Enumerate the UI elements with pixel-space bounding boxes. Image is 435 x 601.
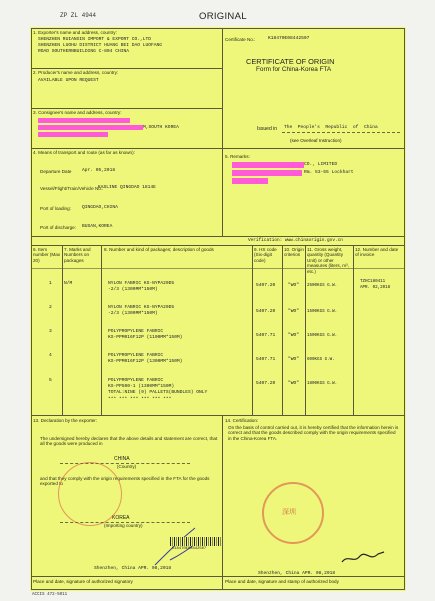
departure-date-label: Departure Date (40, 169, 72, 174)
bottom-code: ACCIS 472-5011 (32, 593, 68, 597)
declaration-text-2: and that they comply with the origin requirements specified in the FTA for the goods exported to (40, 476, 210, 487)
certificate-subtitle: Form for China-Korea FTA (256, 66, 332, 73)
redaction-remarks-3 (232, 178, 268, 184)
port-discharge-value: BUSAN,KOREA (82, 224, 113, 229)
certification-signature-caption: Place and date, signature and stamp of authorized body (225, 579, 339, 584)
row-4-item: 4 (49, 353, 52, 358)
certificate-no-value: K18470E08442507 (268, 36, 310, 41)
row-2-hs-code: 5407.20 (256, 309, 276, 314)
declaration-country: CHINA (114, 456, 130, 462)
serial-number: ZP ZL 4944 (60, 12, 97, 19)
certificate-title: CERTIFICATE OF ORIGIN (246, 57, 335, 66)
row-1-item: 1 (49, 281, 52, 286)
row-3-description: POLYPROPYLENE FABRIC KS-PPM016F12P (1100MM*150M) (108, 329, 183, 341)
row-3-origin: "WO" (288, 333, 300, 338)
exporter-line-1: SHENZHEN RUIANXIN IMPORT & EXPORT CO.,LTD (38, 37, 152, 42)
header-description: 8. Number and kind of packages; description of goods (104, 247, 214, 252)
issued-in-value: The People's Republic of China (284, 125, 378, 130)
row-1-hs-code: 5407.20 (256, 283, 276, 288)
row-2-quantity: 1500KGS G.W. (307, 310, 338, 314)
redaction-remarks-1 (232, 162, 304, 168)
certification-label: 14. Certification: (225, 418, 259, 423)
row-1-quantity: 2500KGS G.W. (307, 284, 338, 288)
row-1-origin: "WO" (288, 283, 300, 288)
producer-label: 2. Producer's name and address, country: (33, 70, 119, 75)
certification-stamp-text: 深圳 (282, 508, 296, 516)
header-hs-code: 9. HS code (Six-digit code) (254, 247, 277, 263)
verification-url: Verification: www.chinaorigin.gov.cn (248, 238, 343, 243)
exporter-place-date: Shenzhen, China APR. 08,2018 (94, 566, 172, 571)
importing-country-caption: (Importing country) (104, 523, 143, 528)
row-4-origin: "WO" (288, 357, 300, 362)
country-caption: (Country) (117, 464, 137, 469)
row-1-invoice: TZHC180411 APR. 02,2018 (360, 280, 391, 291)
exporter-signature-caption: Place and date, signature of authorized signatory (33, 579, 133, 584)
departure-date-value: Apr. 05,2018 (82, 168, 116, 173)
remarks-line-2: Rm. 53-55 Lockhart (304, 170, 354, 175)
port-discharge-label: Port of discharge: (40, 225, 77, 230)
exporter-line-2: SHENZHEN LUOHU DISTRICT HUANG BEI DAO LUOFANG (38, 43, 163, 48)
row-5-origin: "WO" (288, 381, 300, 386)
header-marks: 7. Marks and Numbers on packages (64, 247, 91, 263)
redaction-consignee-3 (38, 132, 108, 137)
redaction-consignee-2 (38, 125, 143, 130)
row-2-origin: "WO" (288, 309, 300, 314)
producer-value: AVAILABLE UPON REQUEST (38, 78, 99, 83)
transport-label: 4. Means of transport and route (as far as known): (33, 150, 135, 155)
remarks-label: 5. Remarks: (225, 154, 250, 159)
original-label: ORIGINAL (199, 11, 247, 22)
port-loading-value: QINGDAO,CHINA (82, 205, 118, 210)
row-5-description: POLYPROPYLENE FABRIC KS-PP500-1 (1300MM*150M) TOTAL:NINE (9) PALLETS(BUNDLES) ONLY *** *** *** *** *** *** (108, 378, 208, 402)
row-3-hs-code: 5407.71 (256, 333, 276, 338)
row-4-description: POLYPROPYLENE FABRIC KS-PPM016F12P (1300MM*150M) (108, 353, 183, 365)
row-3-item: 3 (49, 329, 52, 334)
declaration-label: 13. Declaration by the exporter: (33, 418, 98, 423)
row-4-quantity: 600KGS G.W. (307, 358, 335, 362)
consignee-label: 3. Consignee's name and address, country: (33, 110, 122, 115)
row-2-description: NYLON FABRIC KS-NYPA20D5 -2/3 (1300MM*150M) (108, 305, 175, 317)
certification-signature (338, 548, 388, 568)
row-5-item: 5 (49, 378, 52, 383)
port-loading-label: Port of loading: (40, 206, 71, 211)
row-1-description: NYLON FABRIC KS-NYPA20D5 -2/3 (1300MM*150M) (108, 281, 175, 293)
vessel-label: Vessel/Flight/Train/Vehicle No.: (40, 186, 104, 191)
exporter-label: 1. Exporter's name and address, country: (33, 30, 117, 35)
vessel-value: KASLINE QINGDAO 1814E (98, 185, 156, 190)
row-3-quantity: 1500KGS G.W. (307, 334, 338, 338)
row-2-item: 2 (49, 305, 52, 310)
certificate-no-label: Certificate No.: (225, 37, 256, 42)
redaction-remarks-2 (232, 170, 302, 176)
issued-in-label: Issued in (257, 126, 278, 132)
row-4-hs-code: 5407.71 (256, 357, 276, 362)
header-gross-weight: 11. Gross weight, quantity (Quantity Unit) or other measures (liters, m³, etc.) (307, 247, 349, 274)
header-origin-criterion: 10. Origin criterion (284, 247, 304, 258)
header-item-number: 6. Item number (Max 20) (33, 247, 61, 263)
certification-place-date: Shenzhen, China APR. 08,2018 (258, 571, 336, 576)
row-5-quantity: 1800KGS G.W. (307, 382, 338, 386)
redaction-consignee-1 (38, 118, 130, 123)
exporter-stamp (58, 462, 122, 526)
declaration-text: The undersigned hereby declares that the above details and statement are correct, that all the goods were produced in (40, 436, 218, 447)
certification-text: On the basis of control carried out, it is hereby certified that the information herein is correct and that the goods described comply with the origin requirements specified in the China-Korea FTA. (228, 425, 399, 441)
barcode-number: K18470E08442507 (172, 547, 207, 551)
remarks-line-1: CO., LIMITED (304, 162, 338, 167)
row-1-marks: N/M (64, 281, 73, 286)
consignee-value: M,SOUTH KOREA (143, 125, 179, 130)
importing-country: KOREA (112, 515, 130, 521)
overleaf-note: (see Overleaf Instruction) (290, 138, 342, 143)
row-5-hs-code: 5407.20 (256, 381, 276, 386)
exporter-line-3: ROAD SOUTHERNBUILDING C-804 CHINA (38, 49, 129, 54)
header-invoice: 12. Number and date of invoice (355, 247, 399, 258)
barcode (170, 537, 222, 546)
